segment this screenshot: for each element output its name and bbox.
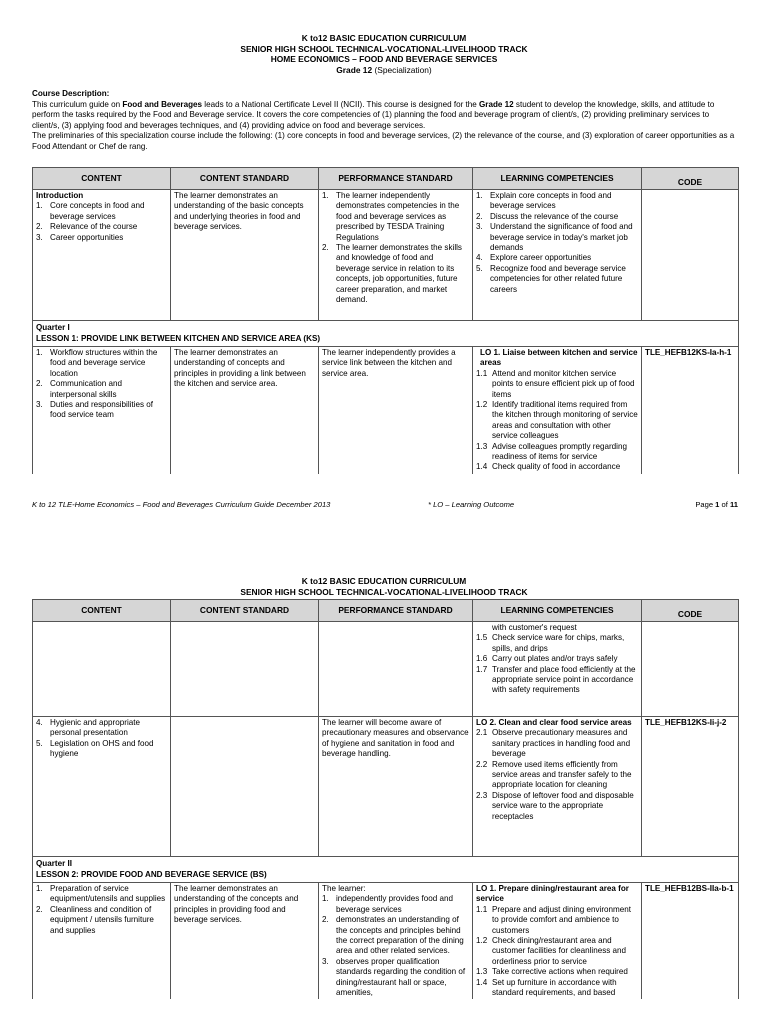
list-item-number: 4. bbox=[476, 253, 483, 263]
list-item bbox=[36, 348, 167, 379]
footer-lo-note: * LO – Learning Outcome bbox=[428, 500, 515, 509]
l2-content-list bbox=[36, 884, 167, 936]
list-item bbox=[36, 233, 167, 243]
quarter-1-label: Quarter I bbox=[36, 323, 70, 332]
list-item-number: 1.3 bbox=[476, 441, 488, 451]
list-item bbox=[476, 728, 638, 759]
list-item-text: Career opportunities bbox=[50, 232, 124, 242]
table-row bbox=[33, 190, 739, 321]
list-item bbox=[476, 400, 638, 442]
lo2-content-cell bbox=[33, 717, 171, 857]
list-item-number: 2. bbox=[322, 915, 329, 925]
quarter-2-cell bbox=[33, 857, 739, 883]
list-item-number: 1. bbox=[36, 201, 43, 211]
list-item-number: 1. bbox=[322, 894, 329, 904]
list-item-text: Understand the significance of food and beverage service in today's market job demands bbox=[490, 222, 633, 253]
table-header-row bbox=[33, 168, 739, 190]
l2-code-cell: TLE_HEFB12BS-IIa-b-1 bbox=[642, 883, 739, 1000]
lo2-items-list bbox=[476, 728, 638, 822]
list-item-text: Hygienic and appropriate personal presentation bbox=[50, 718, 140, 738]
col-learning-competencies: LEARNING COMPETENCIES bbox=[473, 168, 642, 190]
list-item-number: 1. bbox=[36, 348, 43, 357]
header-line-3: HOME ECONOMICS – FOOD AND BEVERAGE SERVICES bbox=[270, 54, 498, 64]
list-item bbox=[476, 978, 638, 999]
l2-content-cell bbox=[33, 883, 171, 1000]
cont-first-line: with customer's request bbox=[492, 623, 577, 632]
list-item-text: The learner independently demonstrates competencies in the food and beverage services as prescribed by TESDA Training Regulations bbox=[336, 191, 460, 242]
col-content: CONTENT bbox=[33, 600, 171, 622]
list-item-number: 3. bbox=[476, 222, 483, 232]
lo2-performance-cell: The learner will become aware of precautionary measures and observance of hygiene and sanitation in food and beverage handling. bbox=[319, 717, 473, 857]
list-item-number: 4. bbox=[36, 718, 43, 727]
l1-content-cell bbox=[33, 347, 171, 474]
list-item-text: Transfer and place food efficiently at the appropriate service point in accordance with safety requirements bbox=[492, 664, 636, 695]
list-item bbox=[476, 369, 638, 400]
table-row bbox=[33, 347, 739, 474]
list-item-text: demonstrates an understanding of the concepts and principles behind the correct preparation of the dining area and other related services. bbox=[336, 915, 464, 956]
table-header-row bbox=[33, 600, 739, 622]
list-item-text: Relevance of the course bbox=[50, 222, 138, 232]
list-item bbox=[476, 936, 638, 967]
cont-standard-cell bbox=[171, 622, 319, 717]
list-item bbox=[36, 884, 167, 905]
lo2-competencies-cell bbox=[473, 717, 642, 857]
list-item bbox=[36, 201, 167, 222]
lo-1-prepare-title: LO 1. Prepare dining/restaurant area for service bbox=[476, 884, 629, 904]
lesson-2-title: LESSON 2: PROVIDE FOOD AND BEVERAGE SERVICE (BS) bbox=[36, 869, 267, 879]
list-item-text: Recognize food and beverage service competencies for other related future careers bbox=[490, 263, 626, 294]
intro-content-cell bbox=[33, 190, 171, 321]
header-line-1: K to12 BASIC EDUCATION CURRICULUM bbox=[301, 33, 467, 43]
intro-competencies-list bbox=[476, 191, 638, 295]
header-line-2: SENIOR HIGH SCHOOL TECHNICAL-VOCATIONAL-LIVELIHOOD TRACK bbox=[240, 43, 528, 54]
quarter-2-row bbox=[33, 857, 739, 883]
table-row bbox=[33, 883, 739, 1000]
intro-competencies-cell bbox=[473, 190, 642, 321]
col-content-standard: CONTENT STANDARD bbox=[171, 168, 319, 190]
l2-performance-cell bbox=[319, 883, 473, 1000]
list-item-text: Explore career opportunities bbox=[490, 253, 592, 263]
intro-standard-cell: The learner demonstrates an understanding of the basic concepts and underlying theories in food and beverage services. bbox=[171, 190, 319, 321]
list-item bbox=[36, 739, 167, 760]
intro-performance-cell bbox=[319, 190, 473, 321]
list-item-text: Set up furniture in accordance with standard requirements, and based bbox=[492, 977, 617, 998]
list-item-text: Explain core concepts in food and beverage services bbox=[490, 191, 612, 211]
list-item-number: 1.3 bbox=[476, 967, 488, 977]
list-item-text: Cleanliness and condition of equipment / utensils furniture and supplies bbox=[50, 904, 154, 935]
list-item bbox=[36, 718, 167, 739]
document-header bbox=[0, 33, 768, 75]
intro-content-list bbox=[36, 201, 167, 243]
curriculum-table-page-1 bbox=[32, 167, 739, 474]
header-line-1: K to12 BASIC EDUCATION CURRICULUM bbox=[301, 576, 467, 586]
description-paragraph-2: The preliminaries of this specialization course include the following: (1) core concepts in food and beverage services, (2) the relevance of the course, and (3) exploration of career opportunities as a Food Attendant or Chef de rang. bbox=[32, 131, 735, 151]
list-item-text: Advise colleagues promptly regarding readiness of items for service bbox=[492, 441, 627, 462]
list-item-number: 1.1 bbox=[476, 904, 488, 914]
col-learning-competencies: LEARNING COMPETENCIES bbox=[473, 600, 642, 622]
header-line-2: SENIOR HIGH SCHOOL TECHNICAL-VOCATIONAL-LIVELIHOOD TRACK bbox=[240, 586, 528, 597]
list-item-number: 2.3 bbox=[476, 790, 488, 800]
list-item-text: Carry out plates and/or trays safely bbox=[492, 654, 618, 664]
list-item-number: 5. bbox=[36, 738, 43, 748]
list-item-number: 2. bbox=[322, 243, 329, 253]
footer-page-number: Page 1 of 11 bbox=[695, 500, 738, 509]
list-item-number: 2. bbox=[36, 222, 43, 232]
list-item-text: Check dining/restaurant area and customer facilities for cleanliness and orderliness prior to service bbox=[492, 936, 627, 966]
list-item bbox=[322, 894, 469, 915]
list-item-number: 2. bbox=[36, 904, 43, 914]
list-item-number: 2.1 bbox=[476, 728, 488, 738]
cont-competencies-cell bbox=[473, 622, 642, 717]
list-item-text: Preparation of service equipment/utensils and supplies bbox=[50, 884, 166, 904]
l1-code-cell: TLE_HEFB12KS-Ia-h-1 bbox=[642, 347, 739, 474]
lo2-content-list bbox=[36, 718, 167, 760]
curriculum-table-page-2 bbox=[32, 599, 739, 999]
description-title: Course Description: bbox=[32, 89, 110, 98]
document-header-page-2 bbox=[0, 576, 768, 597]
list-item-number: 3. bbox=[322, 956, 329, 966]
list-item-text: Core concepts in food and beverage services bbox=[50, 201, 145, 221]
l2-performance-list bbox=[322, 894, 469, 998]
list-item bbox=[36, 379, 167, 400]
lo-2-title: LO 2. Clean and clear food service areas bbox=[476, 718, 632, 727]
list-item bbox=[476, 253, 638, 263]
list-item bbox=[322, 957, 469, 999]
cont-code-cell bbox=[642, 622, 739, 717]
list-item bbox=[476, 191, 638, 212]
list-item-text: Take corrective actions when required bbox=[492, 967, 628, 977]
list-item-text: Check service ware for chips, marks, spills, and drips bbox=[492, 633, 625, 653]
list-item-text: Check quality of food in accordance bbox=[492, 462, 621, 472]
list-item bbox=[322, 243, 469, 305]
list-item bbox=[322, 191, 469, 243]
list-item bbox=[36, 222, 167, 232]
list-item-number: 1.7 bbox=[476, 664, 488, 674]
list-item bbox=[476, 264, 638, 295]
l1-content-list bbox=[36, 348, 167, 421]
list-item bbox=[476, 791, 638, 822]
lo2-code-cell: TLE_HEFB12KS-Ii-j-2 bbox=[642, 717, 739, 857]
list-item-text: Attend and monitor kitchen service points to ensure efficient pick up of food items bbox=[492, 368, 635, 399]
cont-items-list bbox=[476, 633, 638, 695]
col-code: CODE bbox=[642, 168, 739, 190]
list-item-number: 1. bbox=[476, 191, 483, 200]
table-row bbox=[33, 717, 739, 857]
lesson-1-title: LESSON 1: PROVIDE LINK BETWEEN KITCHEN AND SERVICE AREA (KS) bbox=[36, 333, 321, 343]
list-item-text: Duties and responsibilities of food service team bbox=[50, 400, 154, 420]
description-paragraph-1: This curriculum guide on Food and Beverages leads to a National Certificate Level II (NCII). This course is designed for the Grade 12 student to develop the knowledge, skills, and attitude to perform the tasks required by the Food and Beverage service. It covers the core competencies of (1) planning the food and beverage program of client/s, (2) providing preliminary services to client/s, (3) applying food and beverages techniques, and (4) providing advice on food and beverage services. bbox=[32, 99, 715, 130]
course-description bbox=[32, 89, 738, 153]
list-item-number: 1.5 bbox=[476, 633, 488, 643]
l1-competencies-cell bbox=[473, 347, 642, 474]
cont-performance-cell bbox=[319, 622, 473, 717]
list-item-number: 2. bbox=[476, 211, 483, 221]
list-item-number: 1.1 bbox=[476, 368, 488, 378]
list-item-number: 2.2 bbox=[476, 759, 488, 769]
intro-performance-list bbox=[322, 191, 469, 305]
list-item bbox=[476, 212, 638, 222]
list-item-text: Discuss the relevance of the course bbox=[490, 211, 619, 221]
list-item-number: 1.6 bbox=[476, 654, 488, 664]
lo-1-title: LO 1. Liaise between kitchen and service areas bbox=[480, 348, 638, 368]
list-item-number: 2. bbox=[36, 379, 43, 389]
list-item-number: 1.2 bbox=[476, 400, 488, 410]
intro-code-cell bbox=[642, 190, 739, 321]
page-2 bbox=[0, 570, 768, 1024]
list-item bbox=[476, 760, 638, 791]
table-row bbox=[33, 622, 739, 717]
list-item bbox=[476, 665, 638, 696]
cont-content-cell bbox=[33, 622, 171, 717]
col-code: CODE bbox=[642, 600, 739, 622]
footer-guide-title: K to 12 TLE-Home Economics – Food and Beverages Curriculum Guide December 2013 bbox=[32, 500, 331, 509]
l2-performance-title: The learner: bbox=[322, 884, 366, 893]
header-grade: Grade 12 (Specialization) bbox=[336, 64, 432, 75]
col-performance-standard: PERFORMANCE STANDARD bbox=[319, 600, 473, 622]
list-item-number: 1.2 bbox=[476, 936, 488, 946]
list-item bbox=[476, 905, 638, 936]
list-item bbox=[36, 400, 167, 421]
intro-title: Introduction bbox=[36, 191, 84, 200]
col-content: CONTENT bbox=[33, 168, 171, 190]
list-item-number: 1.4 bbox=[476, 462, 488, 472]
list-item-text: Observe precautionary measures and sanitary practices in handling food and beverage bbox=[492, 728, 631, 759]
list-item-text: Dispose of leftover food and disposable service ware to the appropriate receptacles bbox=[492, 790, 634, 821]
l1-items-list bbox=[476, 369, 638, 473]
list-item-text: independently provides food and beverage services bbox=[336, 894, 453, 914]
quarter-1-cell bbox=[33, 321, 739, 347]
list-item bbox=[476, 654, 638, 664]
list-item bbox=[476, 967, 638, 977]
list-item-text: Identify traditional items required from the kitchen through monitoring of service areas and consultation with other service colleagues bbox=[492, 400, 638, 441]
list-item-text: observes proper qualification standards regarding the condition of dining/restaurant hall or space, amenities, bbox=[336, 956, 466, 998]
l2-competencies-cell bbox=[473, 883, 642, 1000]
list-item-number: 5. bbox=[476, 263, 483, 273]
l2-standard-cell: The learner demonstrates an understanding of the concepts and principles in providing food and beverage services. bbox=[171, 883, 319, 1000]
list-item-number: 1.4 bbox=[476, 977, 488, 987]
list-item-number: 3. bbox=[36, 400, 43, 410]
list-item-text: Remove used items efficiently from service areas and transfer safely to the appropriate location for cleaning bbox=[492, 759, 632, 790]
list-item bbox=[476, 633, 638, 654]
col-performance-standard: PERFORMANCE STANDARD bbox=[319, 168, 473, 190]
list-item bbox=[36, 905, 167, 936]
list-item bbox=[322, 915, 469, 957]
quarter-2-label: Quarter II bbox=[36, 859, 72, 868]
l1-standard-cell: The learner demonstrates an understanding of concepts and principles in providing a link between the kitchen and service area. bbox=[171, 347, 319, 474]
col-content-standard: CONTENT STANDARD bbox=[171, 600, 319, 622]
l2-items-list bbox=[476, 905, 638, 999]
list-item bbox=[476, 222, 638, 253]
list-item-text: Prepare and adjust dining environment to provide comfort and ambience to customers bbox=[492, 904, 632, 935]
list-item-number: 1. bbox=[322, 191, 329, 200]
list-item bbox=[476, 442, 638, 463]
list-item-text: Communication and interpersonal skills bbox=[50, 379, 122, 399]
list-item bbox=[476, 462, 638, 472]
list-item-number: 1. bbox=[36, 884, 43, 893]
list-item-number: 3. bbox=[36, 232, 43, 242]
lo2-standard-cell bbox=[171, 717, 319, 857]
list-item-text: Legislation on OHS and food hygiene bbox=[50, 738, 154, 759]
list-item-text: The learner demonstrates the skills and knowledge of food and beverage service in relation to its concepts, job opportunities, future career preparation, and market demand. bbox=[336, 243, 462, 305]
l1-performance-cell: The learner independently provides a service link between the kitchen and service area. bbox=[319, 347, 473, 474]
list-item-text: Workflow structures within the food and beverage service location bbox=[50, 348, 158, 378]
quarter-1-row bbox=[33, 321, 739, 347]
